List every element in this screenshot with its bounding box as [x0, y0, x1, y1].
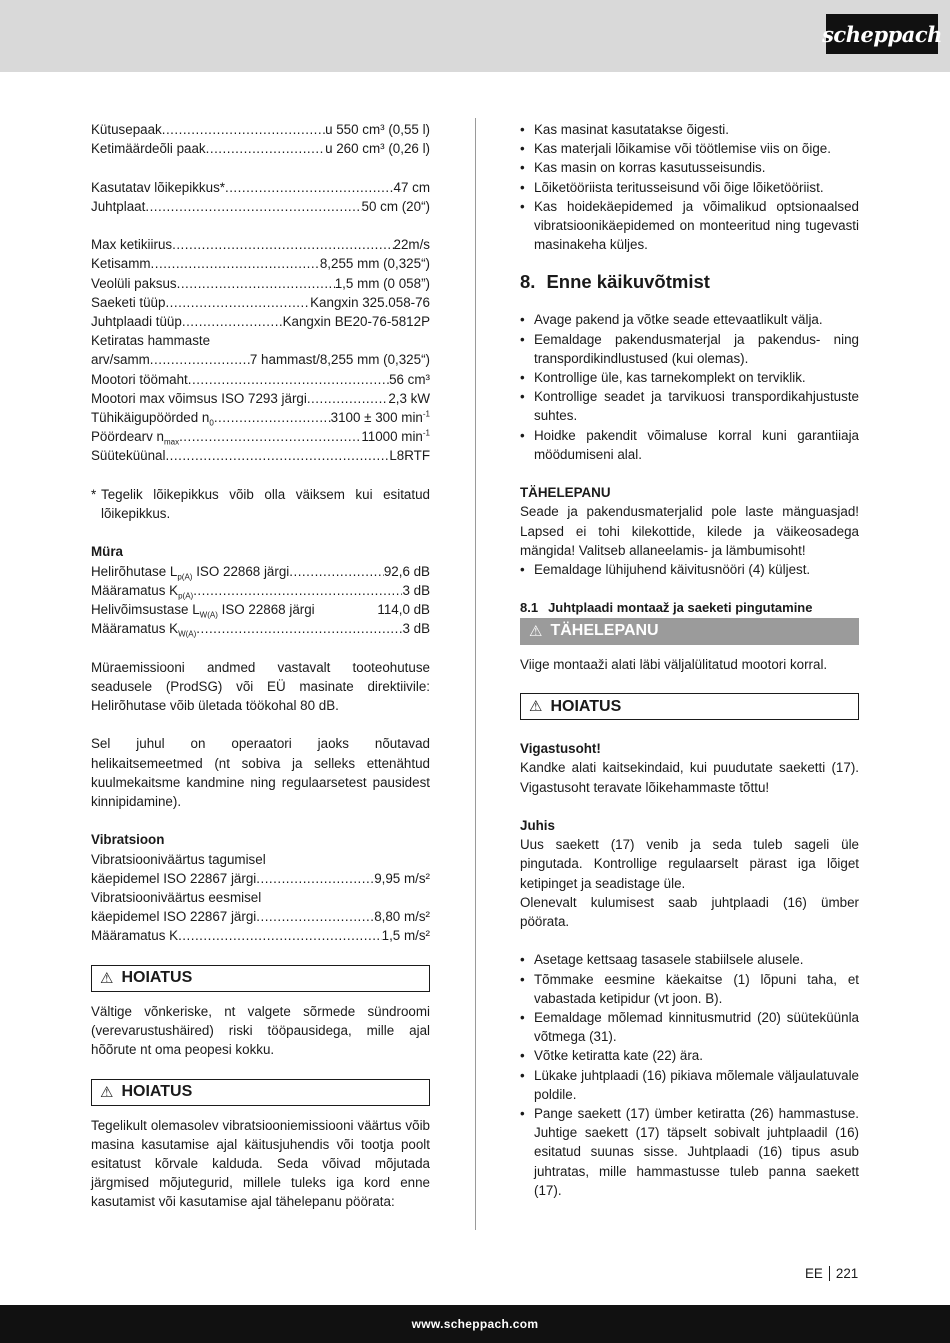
- list-item: • Kontrollige seadet ja tarvikuosi transpordikahjustuste suhtes.: [520, 387, 859, 425]
- spec-row: [91, 139, 430, 158]
- spec-label: Kütusepaak: [91, 122, 162, 137]
- attention-list: [520, 560, 859, 579]
- footnote-mark: *: [91, 486, 97, 502]
- spec-label-rest: ISO 22868 järgi: [217, 602, 315, 618]
- spec-group-tank: [91, 120, 430, 158]
- spec-row-spark: [91, 446, 430, 465]
- spec-label: Süüteküünal: [91, 448, 166, 464]
- spec-row-vib-3: [91, 926, 430, 945]
- spec-row-noise-1: [91, 562, 430, 581]
- spec-subscript: p(A): [177, 572, 193, 582]
- spec-label: Kasutatav lõikepikkus*: [91, 179, 225, 195]
- list-item: • Eemaldage lühijuhend käivitusnööri (4) küljest.: [520, 560, 859, 579]
- spec-label: käepidemel ISO 22867 järgi: [91, 870, 257, 886]
- warning-box: [91, 965, 430, 992]
- spec-label: Juhtplaadi tüüp: [91, 314, 182, 329]
- spec-row-idle: [91, 408, 430, 427]
- steps-list: [520, 950, 859, 1200]
- spec-label: Pöördearv n: [91, 429, 164, 445]
- spec-subscript: p(A): [178, 591, 194, 601]
- attention-box: [520, 618, 859, 645]
- subsection-number: 8.1: [520, 600, 539, 616]
- scheppach-logo: scheppach: [826, 14, 938, 54]
- spec-value: 1,5 m/s²: [381, 928, 430, 944]
- factor-list: [520, 120, 859, 254]
- warning-text: Vältige võnkeriske, nt valgete sõrmede sündroomi (verevarustushäired) riski tööpausidega, mille ajal hõõrute nt oma peopesi kokku.: [91, 1003, 430, 1058]
- spec-value: Kangxin BE20-76-5812P: [282, 314, 430, 329]
- injury-text: Kandke alati kaitsekindaid, kui puudutate saeketti (17). Vigastusoht teravate lõikehammaste tõttu!: [520, 760, 859, 795]
- spec-value: 1,5 mm (0 058”): [334, 275, 430, 291]
- spec-row-noise-3: [91, 600, 430, 619]
- injury-title: Vigastusoht!: [520, 741, 601, 757]
- spec-label: Helirõhutase L: [91, 563, 178, 579]
- vibration-title: Vibratsioon: [91, 832, 165, 848]
- attention-box-text: Viige montaaži alati läbi väljalülitatud mootori korral.: [520, 656, 828, 672]
- list-item: • Lükake juhtplaadi (16) pikiava mõlemale väljaulatuvale poldile.: [520, 1066, 859, 1104]
- spec-label-rest: ISO 22868 järgi: [192, 563, 290, 579]
- spec-label: arv/samm: [91, 352, 150, 368]
- spec-value: 56 cm³: [389, 371, 430, 387]
- spec-subscript: 0: [209, 418, 214, 428]
- attention-title: TÄHELEPANU: [520, 485, 611, 501]
- spec-value: u 260 cm³ (0,26 l): [325, 141, 430, 157]
- spec-label: Max ketikiirus: [91, 237, 173, 253]
- list-item: • Kontrollige üle, kas tarnekomplekt on terviklik.: [520, 368, 859, 387]
- list-item: • Tõmmake eesmine käekaitse (1) lõpuni taha, et vabastada ketipidur (vt joon. B).: [520, 970, 859, 1008]
- spec-row-vib-1: [91, 869, 430, 888]
- list-item: • Hoidke pakendit võimaluse korral kuni garantiiaja möödumiseni alal.: [520, 426, 859, 464]
- warning-triangle-icon: ⚠: [100, 1083, 114, 1101]
- spec-subscript: W(A): [199, 610, 218, 620]
- spec-row: [91, 254, 430, 273]
- spec-value: u 550 cm³ (0,55 l): [325, 122, 430, 137]
- spec-label: Vibratsiooniväärtus eesmisel: [91, 890, 262, 906]
- list-item: • Asetage kettsaag tasasele stabiilsele alusele.: [520, 950, 859, 969]
- spec-row-noise-4: [91, 619, 430, 638]
- spec-label: Veolüli paksus: [91, 275, 177, 291]
- section-number: 8.: [520, 271, 536, 293]
- spec-value: 22m/s: [393, 237, 430, 253]
- right-column: [520, 120, 859, 1200]
- spec-value: Kangxin 325.058-76: [310, 294, 430, 310]
- spec-label: Ketisamm: [91, 256, 151, 272]
- spec-row: [91, 389, 430, 408]
- page-num: 221: [835, 1266, 859, 1281]
- list-item: • Eemaldage mõlemad kinnitusmutrid (20) süüteküünla võtmega (31).: [520, 1008, 859, 1046]
- spec-value: 50 cm (20“): [361, 198, 430, 214]
- separator: [829, 1266, 830, 1281]
- hint-text: Uus saekett (17) venib ja seda tuleb sageli üle pingutada. Kontrollige regulaarselt pärast iga lõiget ketipinget ja seadistage üle.: [520, 837, 859, 891]
- footnote: [91, 485, 430, 523]
- language-code: EE: [805, 1266, 823, 1281]
- attention-text: Seade ja pakendusmaterjalid pole laste mänguasjad! Lapsed ei tohi kilekottide, kilede ja väikeosadega mängida! Valitseb allaneelamis- ja lämbumisoht!: [520, 504, 859, 558]
- header-band: [0, 0, 950, 72]
- spec-row-vib-2: [91, 907, 430, 926]
- spec-row: [91, 274, 430, 293]
- list-item: • Eemaldage pakendusmaterjal ja pakendus- ning transpordikindlustused (kui olemas).: [520, 330, 859, 368]
- list-item: • Pange saekett (17) ümber ketiratta (26) hammastuse. Juhtige saekett (17) täpselt sobivalt juhtplaadil (16) esitatud suunas sisse. Juhtplaadi (16) tipus asub juhtratas, mille hammastusse tuleb panna saekett (17).: [520, 1104, 859, 1200]
- footnote-text: Tegelik lõikepikkus võib olla väiksem kui esitatud lõikepikkus.: [101, 486, 430, 522]
- noise-paragraph-2: Sel juhul on operaatori jaoks nõutavad helikaitsemeetmed (nt sobiva ja selleks ettenähtud kuulmekaitsme kandmine ning regulaarsetest pausidest kinnipidamine).: [91, 736, 430, 810]
- spec-value: L8RTF: [389, 448, 430, 464]
- spec-label: Vibratsiooniväärtus tagumisel: [91, 851, 266, 867]
- spec-row-noise-2: [91, 581, 430, 600]
- spec-label: Määramatus K: [91, 582, 179, 598]
- spec-superscript: -1: [422, 428, 430, 438]
- spec-value: 8,255 mm (0,325“): [319, 256, 430, 272]
- warning-title: HOIATUS: [550, 697, 622, 715]
- unpack-list: [520, 310, 859, 464]
- spec-label: käepidemel ISO 22867 järgi: [91, 909, 257, 925]
- warning-title: HOIATUS: [121, 1083, 193, 1101]
- hint-text: Olenevalt kulumisest saab juhtplaadi (16) ümber pöörata.: [520, 894, 859, 930]
- spec-label: Määramatus K: [91, 621, 179, 637]
- list-item: • Lõiketööriista teritusseisund või õige lõiketööriist.: [520, 178, 859, 197]
- subsection-title: Juhtplaadi montaaž ja saeketi pingutamine: [548, 600, 813, 616]
- spec-value: 47 cm: [393, 179, 430, 195]
- noise-paragraph-1: Müraemissiooni andmed vastavalt tooteohutuse seadusele (ProdSG) või EÜ masinate direktiivile: Helirõhutase võib ületada töökohal 80 dB.: [91, 659, 430, 714]
- spec-group-engine: [91, 370, 430, 408]
- page-number: [805, 1266, 858, 1281]
- spec-row: [91, 370, 430, 389]
- spec-row: [91, 293, 430, 312]
- list-item: • Kas masinat kasutatakse õigesti.: [520, 120, 859, 139]
- column-divider: [475, 118, 476, 1230]
- spec-value: 3100 ± 300 min: [330, 410, 423, 426]
- warning-triangle-icon: ⚠: [529, 622, 543, 640]
- spec-row: [91, 120, 430, 139]
- list-item: • Kas materjali lõikamise või töötlemise viis on õige.: [520, 139, 859, 158]
- spec-value: 114,0 dB: [377, 602, 430, 618]
- spec-label: Mootori max võimsus ISO 7293 järgi: [91, 390, 307, 406]
- noise-title: Müra: [91, 544, 123, 560]
- list-item: • Kas masin on korras kasutusseisundis.: [520, 158, 859, 177]
- spec-subscript: W(A): [178, 629, 197, 639]
- warning-box: [520, 693, 859, 720]
- spec-label: Ketiratas hammaste: [91, 333, 211, 349]
- spec-group-cutting: [91, 178, 430, 216]
- warning-text: Tegelikult olemasolev vibratsiooniemissiooni väärtus võib masina kasutamise ajal käitusjuhendis või tootja poolt esitatust kõrvale kalduda. Seda võivad mõjutada järgmised mõjutegurid, millele tuleks iga kord enne kasutamist või kasutamise ajal tähelepanu pöörata:: [91, 1117, 430, 1210]
- spec-label: Juhtplaat: [91, 198, 146, 214]
- spec-value: 3 dB: [402, 621, 430, 637]
- spec-value: 9,95 m/s²: [374, 870, 430, 886]
- warning-title: HOIATUS: [121, 969, 193, 987]
- spec-row: [91, 350, 430, 369]
- spec-value: 92,6 dB: [383, 563, 430, 579]
- spec-label: Saeketi tüüp: [91, 294, 166, 310]
- section-heading: [520, 270, 859, 294]
- list-item: • Avage pakend ja võtke seade ettevaatlikult välja.: [520, 310, 859, 329]
- spec-subscript: max: [163, 437, 180, 447]
- spec-row: [91, 178, 430, 197]
- spec-value: 11000 min: [361, 429, 423, 445]
- spec-label: Ketimäärdeõli paak: [91, 141, 206, 157]
- spec-row-speed: [91, 427, 430, 446]
- list-item: • Võtke ketiratta kate (22) ära.: [520, 1046, 859, 1065]
- spec-label: Määramatus K: [91, 928, 179, 944]
- spec-group-chain: [91, 235, 430, 331]
- warning-triangle-icon: ⚠: [529, 698, 543, 716]
- subsection-heading: [520, 598, 859, 617]
- section-title: Enne käikuvõtmist: [546, 271, 710, 293]
- spec-superscript: -1: [422, 409, 430, 419]
- footer-band: [0, 1305, 950, 1343]
- spec-label: Tühikäigupöörded n: [91, 410, 210, 426]
- list-item: • Kas hoidekäepidemed ja võimalikud optsionaalsed vibratsioonikäepidemed on monteeritud ning tugevasti masinakeha küljes.: [520, 197, 859, 255]
- hint-title: Juhis: [520, 818, 555, 834]
- spec-row: [91, 312, 430, 331]
- spec-row: [91, 197, 430, 216]
- left-column: [91, 120, 430, 1212]
- warning-box: [91, 1079, 430, 1106]
- spec-label: Helivõimsustase L: [91, 602, 200, 618]
- spec-row: [91, 235, 430, 254]
- spec-value: 2,3 kW: [388, 390, 430, 406]
- spec-label: Mootori töömaht: [91, 371, 188, 387]
- warning-triangle-icon: ⚠: [100, 969, 114, 987]
- spec-value: 8,80 m/s²: [374, 909, 430, 925]
- spec-value: 7 hammast/8,255 mm (0,325“): [249, 352, 430, 368]
- spec-value: 3 dB: [402, 582, 430, 598]
- footer-url: www.scheppach.com: [411, 1317, 539, 1331]
- attention-box-title: TÄHELEPANU: [550, 622, 659, 640]
